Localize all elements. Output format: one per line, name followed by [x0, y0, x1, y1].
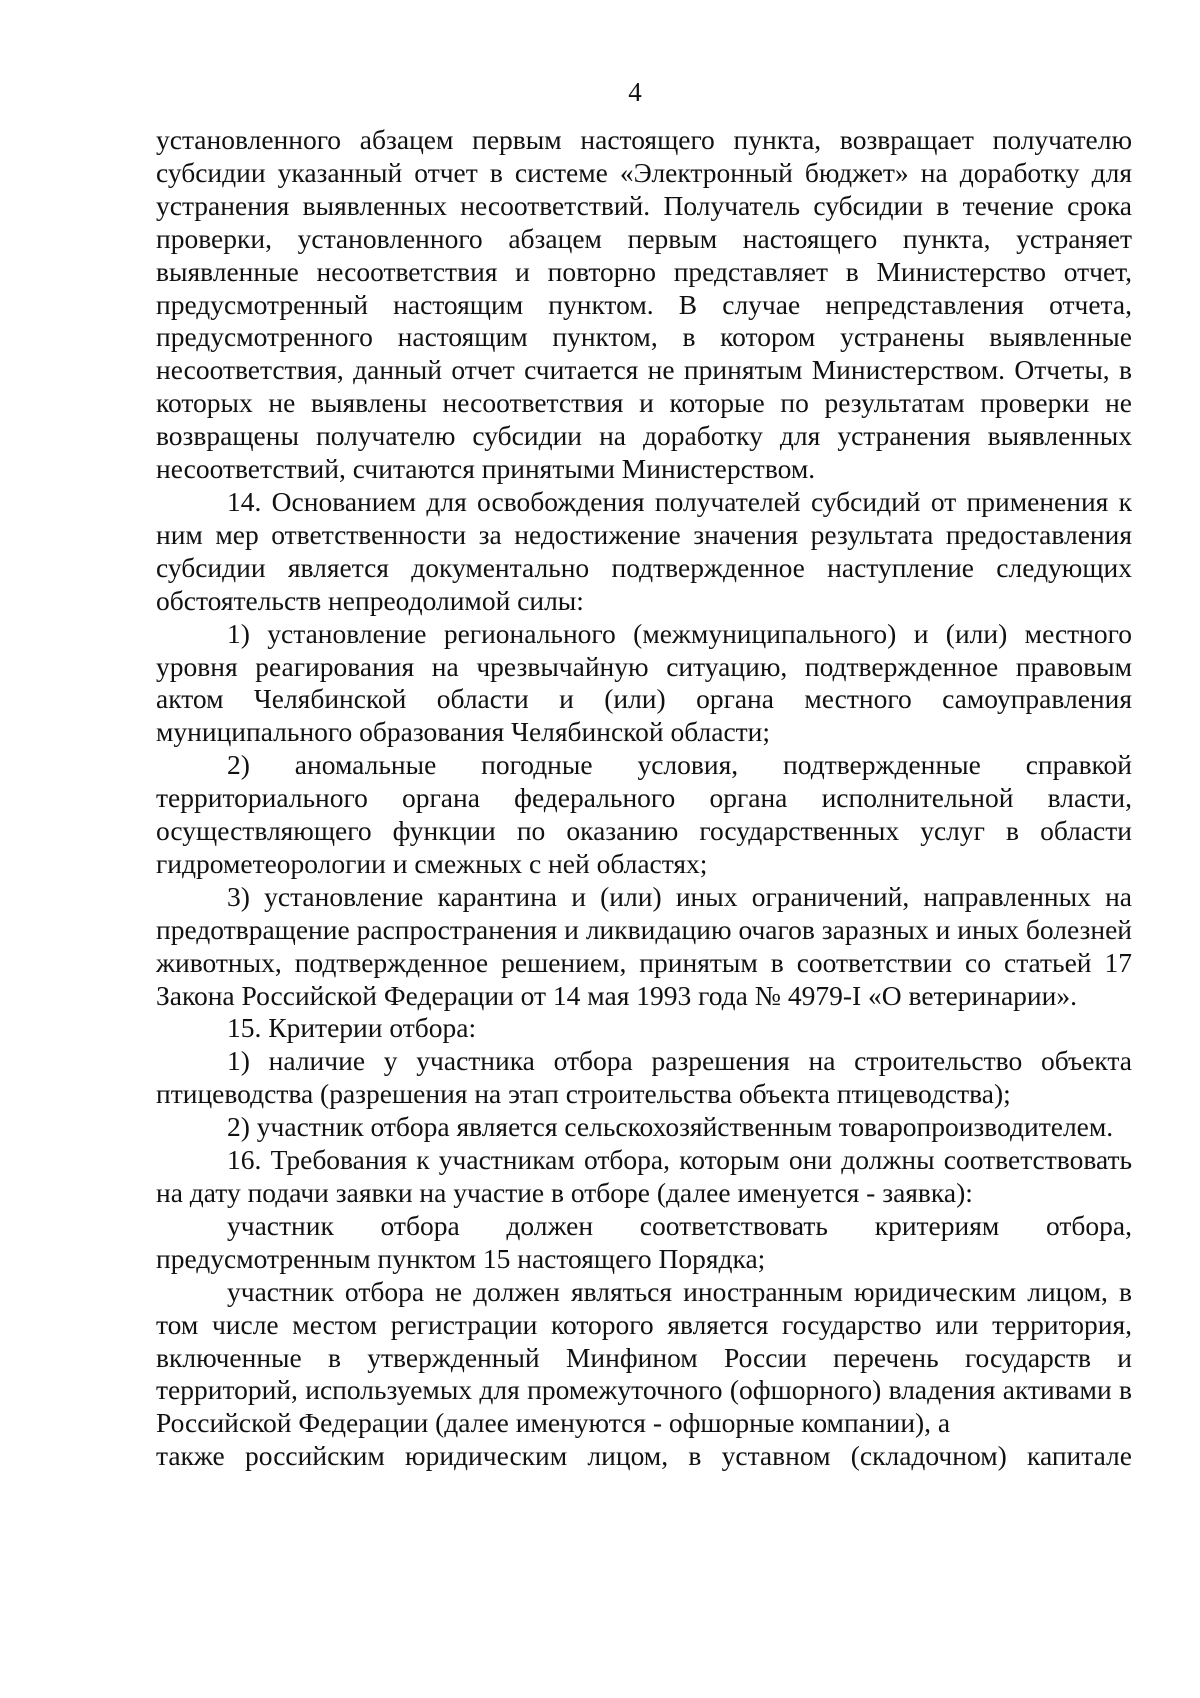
paragraph-14-item-2: 2) аномальные погодные условия, подтвержденные справкой территориального органа федерального органа исполнительной власти, осуществляющего функции по оказанию государственных услуг в области гидрометеорологии и смежных с ней областях;: [156, 749, 1132, 879]
page-number: 4: [628, 77, 642, 107]
paragraph-15-item-2: 2) участник отбора является сельскохозяйственным товаропроизводителем.: [227, 1111, 1114, 1143]
paragraph-14-item-3: 3) установление карантина и (или) иных ограничений, направленных на предотвращение распространения и ликвидацию очагов заразных и иных болезней животных, подтвержденное решением, принятым в соответствии со статьей 17 Закона Российской Федерации от 14 мая 1993 года № 4979-I «О ветеринарии».: [156, 880, 1132, 1011]
paragraph-13-continuation: установленного абзацем первым настоящего пункта, возвращает получателю субсидии указанный отчет в системе «Электронный бюджет» на доработку для устранения выявленных несоответствий. Получатель субсидии в течение срока проверки, установленного абзацем первым настоящего пункта, устраняет выявленные несоответствия и повторно представляет в Министерство отчет, предусмотренный настоящим пунктом. В случае непредставления отчета, предусмотренного настоящим пунктом, в котором устранены выявленные несоответствия, данный отчет считается не принятым Министерством. Отчеты, в которых не выявлены несоответствия и которые по результатам проверки не возвращены получателю субсидии на доработку для устранения выявленных несоответствий, считаются принятыми Министерством.: [156, 124, 1132, 485]
paragraph-14-item-1: 1) установление регионального (межмуниципального) и (или) местного уровня реагирования на чрезвычайную ситуацию, подтвержденное правовым актом Челябинской области и (или) органа местного самоуправления муниципального образования Челябинской области;: [156, 617, 1132, 748]
paragraph-16-requirement-2-last-line: также российским юридическим лицом, в уставном (складочном) капитале: [156, 1440, 1132, 1472]
paragraph-16: 16. Требования к участникам отбора, которым они должны соответствовать на дату подачи заявки на участие в отборе (далее именуется - заявка):: [156, 1144, 1132, 1208]
paragraph-15-item-1: 1) наличие у участника отбора разрешения на строительство объекта птицеводства (разрешения на этап строительства объекта птицеводства);: [156, 1045, 1132, 1110]
paragraph-15: 15. Критерии отбора:: [227, 1012, 477, 1044]
paragraph-14: 14. Основанием для освобождения получателей субсидий от применения к ним мер ответственности за недостижение значения результата предоставления субсидии является документально подтвержденное наступление следующих обстоятельств непреодолимой силы:: [156, 485, 1132, 616]
paragraph-16-requirement-1: участник отбора должен соответствовать критериям отбора, предусмотренным пунктом 15 настоящего Порядка;: [156, 1209, 1132, 1274]
paragraph-16-requirement-2: участник отбора не должен являться иностранным юридическим лицом, в том числе местом регистрации которого является государство или территория, включенные в утвержденный Минфином России перечень государств и территорий, используемых для промежуточного (офшорного) владения активами в Российской Федерации (далее именуются - офшорные компании), а: [156, 1275, 1132, 1439]
document-body: [156, 124, 1132, 1473]
